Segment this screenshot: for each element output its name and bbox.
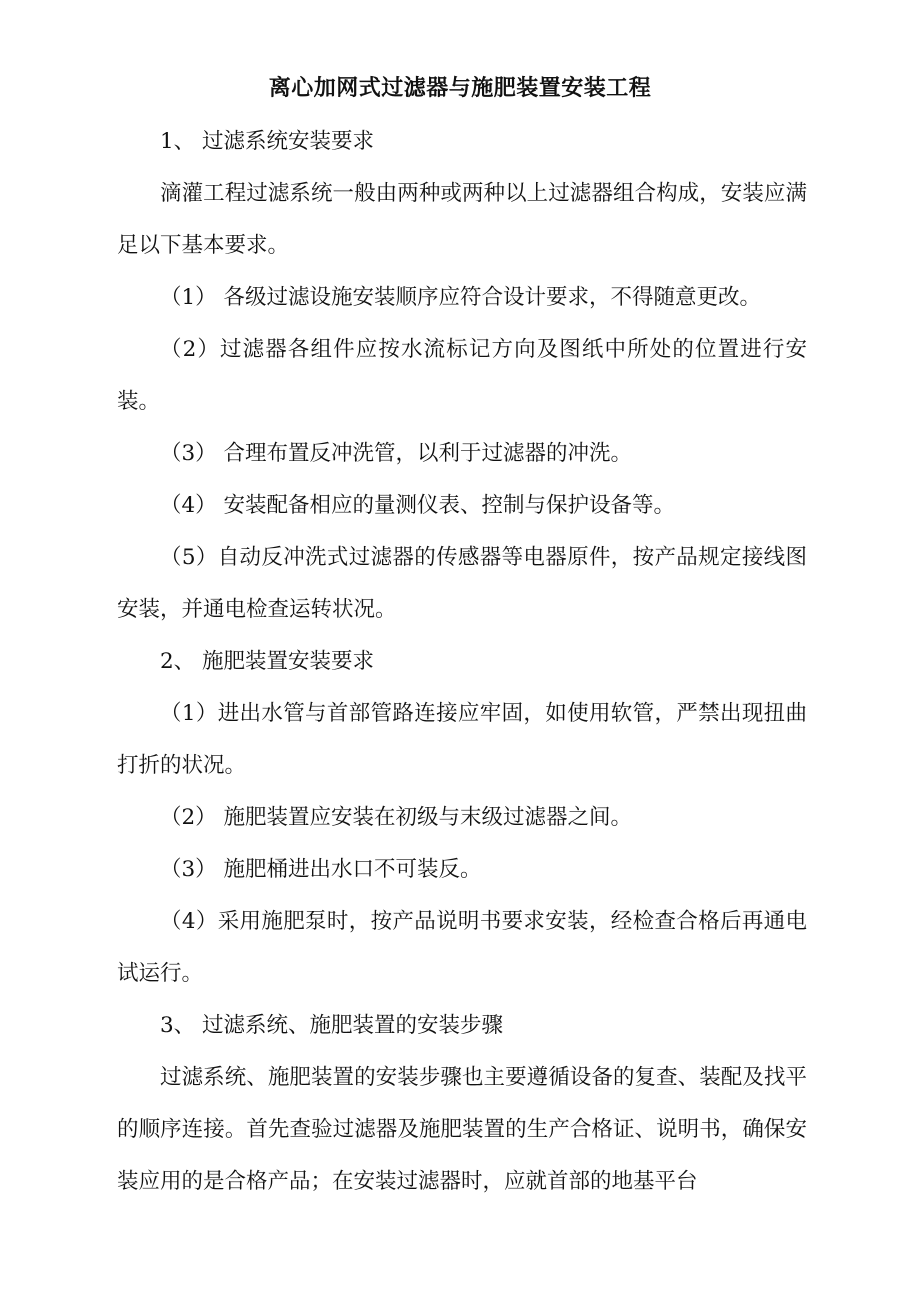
list-item-fertilizer-4: （4）采用施肥泵时，按产品说明书要求安装，经检查合格后再通电试运行。 (117, 909, 807, 986)
document-body (117, 116, 807, 1208)
list-item-filter-5: （5）自动反冲洗式过滤器的传感器等电器原件，按产品规定接线图安装，并通电检查运转状况。 (117, 545, 807, 622)
section-heading-2: 2、 施肥装置安装要求 (160, 649, 375, 674)
list-item-fertilizer-2: （2） 施肥装置应安装在初级与末级过滤器之间。 (160, 805, 633, 830)
list-item-filter-2: （2）过滤器各组件应按水流标记方向及图纸中所处的位置进行安装。 (117, 337, 807, 414)
list-item-filter-3: （3） 合理布置反冲洗管，以利于过滤器的冲洗。 (160, 441, 633, 466)
section-heading-3: 3、 过滤系统、施肥装置的安装步骤 (160, 1013, 504, 1038)
document-title: 离心加网式过滤器与施肥装置安装工程 (268, 75, 652, 101)
paragraph-intro: 滴灌工程过滤系统一般由两种或两种以上过滤器组合构成，安装应满足以下基本要求。 (117, 181, 807, 258)
list-item-filter-1: （1） 各级过滤设施安装顺序应符合设计要求，不得随意更改。 (160, 285, 762, 310)
list-item-filter-4: （4） 安装配备相应的量测仪表、控制与保护设备等。 (160, 493, 676, 518)
list-item-fertilizer-1: （1）进出水管与首部管路连接应牢固，如使用软管，严禁出现扭曲打折的状况。 (117, 701, 807, 778)
section-heading-1: 1、 过滤系统安装要求 (160, 129, 375, 154)
list-item-fertilizer-3: （3） 施肥桶进出水口不可装反。 (160, 857, 482, 882)
paragraph-steps: 过滤系统、施肥装置的安装步骤也主要遵循设备的复查、装配及找平的顺序连接。首先查验过滤器及施肥装置的生产合格证、说明书，确保安装应用的是合格产品；在安装过滤器时，应就首部的地基平台 (117, 1065, 807, 1194)
